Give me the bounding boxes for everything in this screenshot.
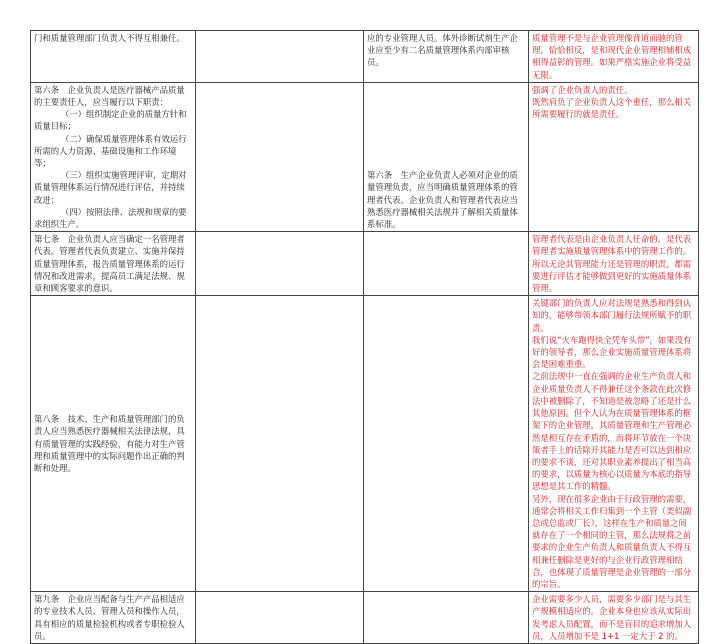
clause-text: 第九条 企业应当配备与生产产品相适应的专业技术人员、管理人员和操作人员，具有相应的质量检验机构或者专职检验人员。 bbox=[34, 594, 185, 641]
clause-text: 第六条 生产企业负责人必须对企业的质量管理负责，应当明确质量管理体系的管理者代表。企业负责人和管理者代表应当熟悉医疗器械相关法规并了解相关质量体系标准。 bbox=[367, 170, 518, 230]
regulation-comparison-table bbox=[30, 30, 699, 644]
clause-item: （四）按照法律、法规和规章的要求组织生产。 bbox=[34, 206, 187, 230]
comment-text: 质量管理不是与企业管理像背道而驰的管理，恰恰相反，是和现代企业管理相辅相成相得益彰的管理。如果严格实施企业将受益无限。 bbox=[532, 33, 692, 80]
table-row bbox=[31, 592, 699, 644]
comment-cell bbox=[529, 296, 699, 592]
comment-cell bbox=[529, 82, 699, 231]
comment-text: 之前法规中一直在强调的企业生产负责人和企业质量负责人不得兼任这个条款在此次修法中被删除了，不知道是被忽略了还是什么其他原因。但个人认为在质量管理体系的框架下的企业管理，其质量管理和生产管理必然是相互存在矛盾的，而将环节放在一个决策者手上的话除开其能力是否可以达到相应的要求不谈，还对其职业素养提出了相当高的要求，以质量为核心以质量为本底的指导思想是其工作的精髓。 bbox=[532, 371, 692, 492]
new-clause-cell bbox=[31, 592, 196, 644]
clause-text: 第七条 企业负责人应当确定一名管理者代表。管理者代表负责建立、实施并保持质量管理体系，报告质量管理体系的运行情况和改进需求，提高员工满足法规、规章和顾客要求的意识。 bbox=[34, 234, 185, 294]
clause-text: 门和质量管理部门负责人不得互相兼任。 bbox=[34, 33, 185, 43]
blank-cell bbox=[364, 296, 529, 592]
new-clause-cell bbox=[31, 82, 196, 231]
clause-text: 应的专业管理人员。体外诊断试剂生产企业应至少有二名质量管理体系内部审核员。 bbox=[367, 33, 518, 68]
table-row bbox=[31, 232, 699, 296]
comment-text: 既然肩负了企业负责人这个重任，那么相关所需要履行的就是责任。 bbox=[532, 97, 692, 120]
comment-text: 强调了企业负责人的责任。 bbox=[532, 84, 633, 95]
clause-text: 第八条 技术、生产和质量管理部门的负责人应当熟悉医疗器械相关法律法规，具有质量管理的实践经验，有能力对生产管理和质量管理中的实际问题作出正确的判断和处理。 bbox=[34, 414, 185, 473]
blank-cell bbox=[364, 232, 529, 296]
new-clause-cell bbox=[31, 232, 196, 296]
comment-cell bbox=[529, 592, 699, 644]
table-row bbox=[31, 31, 699, 83]
clause-item: （二）确保质量管理体系有效运行所需的人力资源、基础设施和工作环境等； bbox=[34, 133, 187, 169]
comment-text: 关键部门的负责人应对法规是熟悉和得到认知的，能够带领本部门履行法规所赋予的职责。 bbox=[532, 298, 692, 333]
table-row bbox=[31, 296, 699, 592]
blank-cell bbox=[196, 232, 364, 296]
new-clause-cell bbox=[31, 296, 196, 592]
comment-text: 我们说“火车跑得快全凭车头带”，如果没有好的领导者，那么企业实施质量管理体系将会是困难重重。 bbox=[532, 334, 692, 370]
clause-item: （三）组织实施管理评审，定期对质量管理体系运行情况进行评估，并持续改进； bbox=[34, 170, 187, 205]
comment-text: 另外，现在很多企业由于行政管理的需要，通常会将相关工作归集到一个主管（类似副总或总监或厂长），这样在生产和质量之间就存在了一个相同的主管，那么法规将之前要求的企业生产负责人和质量负责人不得互相兼任删除是更好的与企业行政管理相结合，也体现了质量管理是企业管理的一部分的宗旨。 bbox=[532, 493, 692, 589]
blank-cell bbox=[364, 592, 529, 644]
comment-text: 企业需要多少人员，需要多少部门是与其生产规模相适应的。企业本身也应该从实际出发考虑人员配置，而不是盲目的追求增加人员，人员增加不是 1+1 一定大于 2 的。 bbox=[532, 594, 692, 641]
comment-cell bbox=[529, 31, 699, 83]
blank-cell bbox=[196, 31, 364, 83]
old-clause-cell bbox=[364, 31, 529, 83]
comment-text: 管理者代表是由企业负责人任命的，是代表管理者实施质量管理体系中的管理工作的。所以无论其管理能力还是管理的职责，都需要进行评估才能够做到更好的实施质量体系管理。 bbox=[532, 234, 692, 294]
blank-cell bbox=[196, 592, 364, 644]
new-clause-cell bbox=[31, 31, 196, 83]
blank-cell bbox=[196, 296, 364, 592]
old-clause-cell bbox=[364, 82, 529, 231]
blank-cell bbox=[196, 82, 364, 231]
table-row bbox=[31, 82, 699, 231]
comment-cell bbox=[529, 232, 699, 296]
clause-text: 第六条 企业负责人是医疗器械产品质量的主要责任人，应当履行以下职责： bbox=[34, 84, 185, 108]
clause-item: （一）组织制定企业的质量方针和质量目标； bbox=[34, 109, 187, 132]
